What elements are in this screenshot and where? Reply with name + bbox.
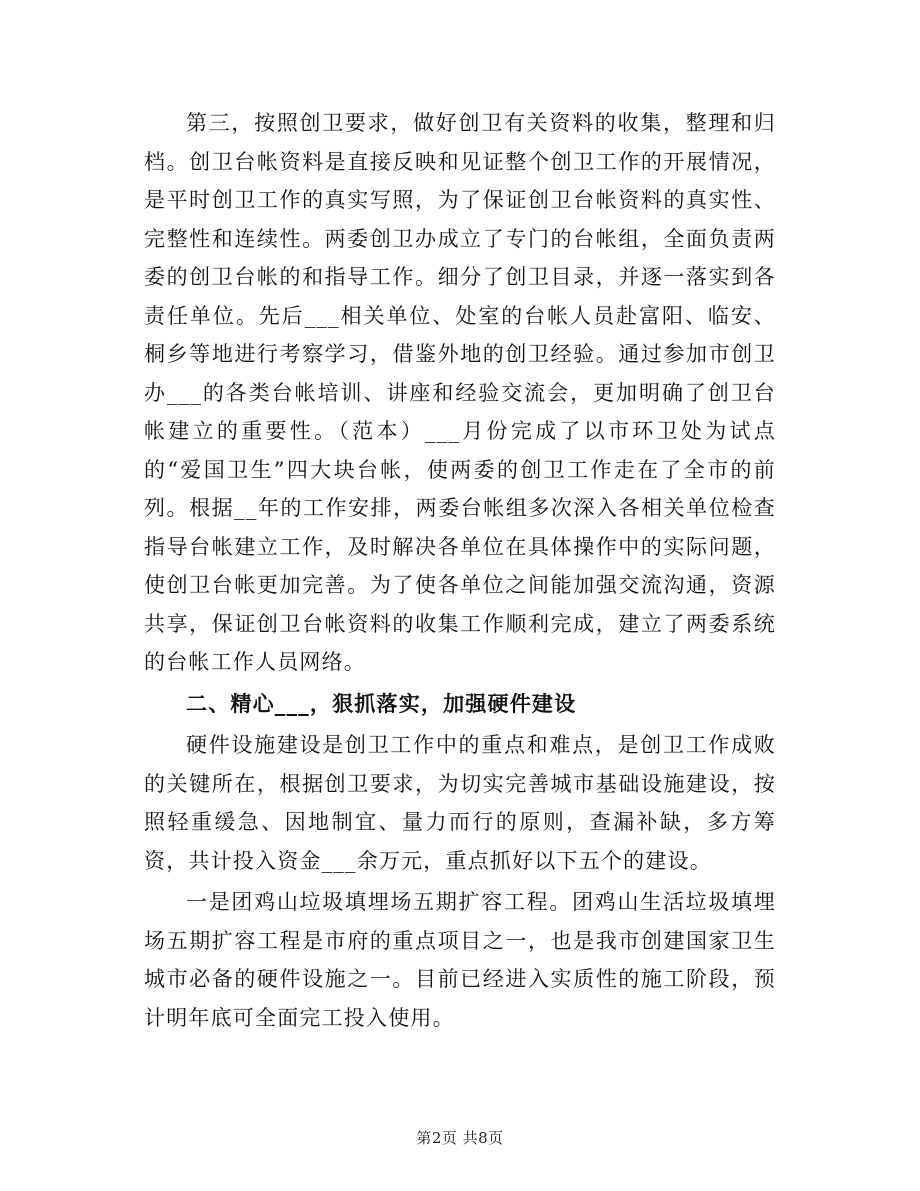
document-body [144,104,776,1040]
paragraph-archiving: 第三，按照创卫要求，做好创卫有关资料的收集，整理和归档。创卫台帐资料是直接反映和见证整个创卫工作的开展情况，是平时创卫工作的真实写照，为了保证创卫台帐资料的真实性、完整性和连续性。两委创卫办成立了专门的台帐组，全面负责两委的创卫台帐的和指导工作。细分了创卫目录，并逐一落实到各责任单位。先后___相关单位、处室的台帐人员赴富阳、临安、桐乡等地进行考察学习，借鉴外地的创卫经验。通过参加市创卫办___的各类台帐培训、讲座和经验交流会，更加明确了创卫台帐建立的重要性。（范本）___月份完成了以市环卫处为试点的“爱国卫生”四大块台帐，使两委的创卫工作走在了全市的前列。根据__年的工作安排，两委台帐组多次深入各相关单位检查指导台帐建立工作，及时解决各单位在具体操作中的实际问题，使创卫台帐更加完善。为了使各单位之间能加强交流沟通，资源共享，保证创卫台帐资料的收集工作顺利完成，建立了两委系统的台帐工作人员网络。 [144,111,776,674]
page-footer: 第2页 共8页 [416,1129,504,1147]
paragraph-hardware: 硬件设施建设是创卫工作中的重点和难点，是创卫工作成败的关键所在，根据创卫要求，为切实完善城市基础设施建设，按照轻重缓急、因地制宜、量力而行的原则，查漏补缺，多方筹资，共计投入资金___余万元，重点抓好以下五个的建设。 [144,733,776,873]
section-heading: 二、精心___，狠抓落实，加强硬件建设 [186,691,577,716]
paragraph-landfill: 一是团鸡山垃圾填埋场五期扩容工程。团鸡山生活垃圾填埋场五期扩容工程是市府的重点项目之一，也是我市创建国家卫生城市必备的硬件设施之一。目前已经进入实质性的施工阶段，预计明年底可全面完工投入使用。 [144,890,776,1030]
